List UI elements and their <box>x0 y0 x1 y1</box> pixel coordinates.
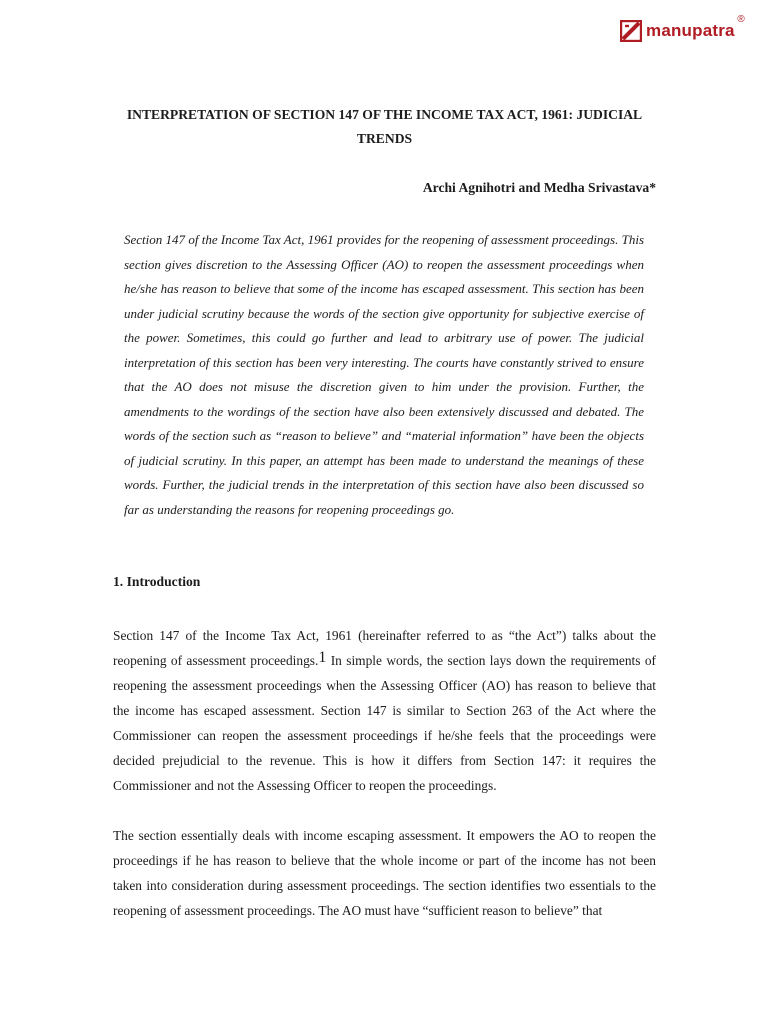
paragraph-1-text-b: In simple words, the section lays down the requirements of reopening the assessment proceedings when the Assessing Officer (AO) has reason to believe that the income has escaped assessment. Section 147 is similar to Section 263 of the Act where the Commissioner can reopen the assessment proceedings if he/she feels that the proceedings were decided prejudicial to the revenue. This is how it differs from Section 147: it requires the Commissioner and not the Assessing Officer to reopen the proceedings. <box>113 653 656 793</box>
manupatra-logo-icon <box>620 20 642 42</box>
paragraph-1 <box>113 623 656 798</box>
manupatra-logo <box>620 14 745 42</box>
section-heading-introduction: 1. Introduction <box>113 574 201 589</box>
logo-wordmark: manupatra <box>646 21 735 40</box>
abstract: Section 147 of the Income Tax Act, 1961 provides for the reopening of assessment proceedings. This section gives discretion to the Assessing Officer (AO) to reopen the assessment proceedings when he/she has reason to believe that some of the income has escaped assessment. This section has been under judicial scrutiny because the words of the section give opportunity for subjective exercise of the power. Sometimes, this could go further and lead to arbitrary use of power. The judicial interpretation of this section has been very interesting. The courts have constantly strived to ensure that the AO does not misuse the discretion given to him under the provision. Further, the amendments to the wordings of the section have also been extensively discussed and debated. The words of the section such as “reason to believe” and “material information” have been the objects of judicial scrutiny. In this paper, an attempt has been made to understand the meanings of these words. Further, the judicial trends in the interpretation of this section have also been discussed so far as understanding the reasons for reopening proceedings go. <box>124 232 644 517</box>
paragraph-1-text-a: Section 147 of the Income Tax Act, 1961 (hereinafter referred to as “the Act”) talks about the reopening of assessment proceedings. <box>113 628 656 668</box>
footnote-marker[interactable]: 1 <box>318 649 327 666</box>
document-authors: Archi Agnihotri and Medha Srivastava* <box>422 180 656 195</box>
registered-mark: ® <box>737 14 745 25</box>
document-title: INTERPRETATION OF SECTION 147 OF THE INCOME TAX ACT, 1961: JUDICIAL TRENDS <box>126 107 643 146</box>
paragraph-2: The section essentially deals with income escaping assessment. It empowers the AO to reopen the proceedings if he has reason to believe that the whole income or part of the income has not been taken into consideration during assessment proceedings. The section identifies two essentials to the reopening of assessment proceedings. The AO must have “sufficient reason to believe” that <box>113 828 656 918</box>
